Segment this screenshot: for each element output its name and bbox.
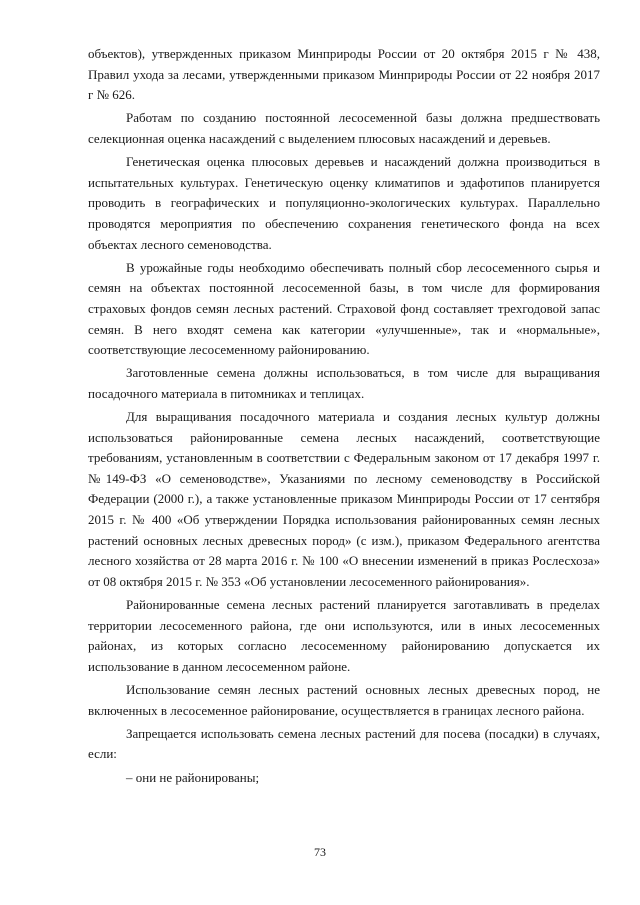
paragraph-non-zoned-seeds: Использование семян лесных растений основных лесных древесных пород, не включенных в лесосеменное районирование, осуществляется в границах лесного района. — [88, 681, 600, 718]
document-body — [88, 44, 600, 788]
paragraph-genetic-evaluation: Генетическая оценка плюсовых деревьев и насаждений должна производиться в испытательных культурах. Генетическую оценку климатипов и эдафотипов планируется проводить в географических и популяционно-экологических культурах. Параллельно проводятся мероприятия по обеспечению сохранения генетического фонда на всех объектах лесного семеноводства. — [88, 154, 600, 252]
paragraph-prohibition: Запрещается использовать семена лесных растений для посева (посадки) в случаях, если: — [88, 725, 600, 762]
paragraph-harvest-years: В урожайные годы необходимо обеспечивать полный сбор лесосеменного сырья и семян на объектах постоянной лесосеменной базы, в том числе для формирования страховых фондов семян лесных растений. Страховой фонд составляет трехгодовой запас семян. В него входят семена как категории «улучшенные», так и «нормальные», соответствующие лесосеменному районированию. — [88, 259, 600, 358]
list-item: – они не районированы; — [126, 769, 260, 785]
paragraph-zoned-seeds-harvest: Районированные семена лесных растений планируется заготавливать в пределах территории лесосеменного района, где они используются, или в иных лесосеменных районах, из которых согласно лесосеменному районированию допускается их использование в данном лесосеменном районе. — [88, 597, 600, 674]
paragraph-harvested-seeds: Заготовленные семена должны использоваться, в том числе для выращивания посадочного материала в питомниках и теплицах. — [88, 365, 600, 401]
page-number: 73 — [314, 845, 326, 859]
paragraph-zoned-seeds-requirements: Для выращивания посадочного материала и создания лесных культур должны использоваться районированные семена лесных насаждений, соответствующие требованиям, установленным в соответствии с Федеральным законом от 17 декабря 1997 г. №149-ФЗ «О семеноводстве», Указаниями по лесному семеноводству в Российской Федерации (2000 г.), а также установленные приказом Минприроды России от 17 сентября 2015 г. № 400 «Об утверждении Порядка использования районированных семян лесных растений основных лесных древесных пород» (с изм.), приказом Федерального агентства лесного хозяйства от 28 марта 2016 г. № 100 «О внесении изменений в приказ Рослесхоза» от 08 октября 2015 г. № 353 «Об установлении лесосеменного районирования». — [88, 409, 600, 589]
paragraph-seed-base: Работам по созданию постоянной лесосеменной базы должна предшествовать селекционная оценка насаждений с выделением плюсовых насаждений и деревьев. — [88, 110, 600, 146]
paragraph-continuation: объектов), утвержденных приказом Минприроды России от 20 октября 2015 г № 438, Правил ухода за лесами, утвержденными приказом Минприроды России от 22 ноября 2017 г № 626. — [88, 46, 600, 103]
